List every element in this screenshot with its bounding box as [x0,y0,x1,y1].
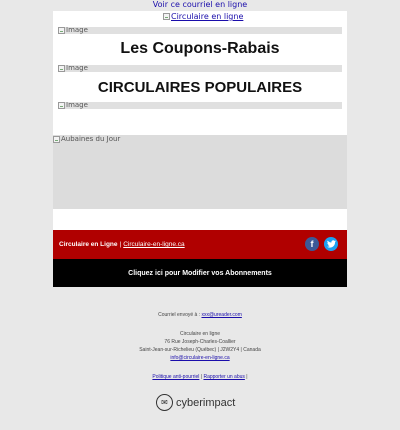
company-email-line [0,354,400,362]
company-name: Circulaire en ligne [179,331,221,337]
popular-heading: CIRCULAIRES POPULAIRES [97,79,303,96]
broken-image-icon [163,13,170,20]
twitter-icon[interactable] [324,237,338,251]
deals-alt-text: Aubaines du Jour [61,135,121,143]
logo-alt-text: Circulaire en ligne [171,12,244,21]
cyberimpact-mark-icon: ✉ [156,394,173,411]
image-alt-text: Image [66,101,88,109]
broken-image-icon [58,102,65,109]
anti-spam-policy-link[interactable]: Politique anti-pourriel [152,374,200,380]
broken-image-icon [58,27,65,34]
broken-image-icon [58,65,65,72]
company-city: Saint-Jean-sur-Richelieu (Québec) | J2W2Y4 | Canada [139,347,261,353]
image-placeholder [58,27,342,34]
facebook-icon[interactable]: f [305,237,319,251]
image-placeholder [58,102,342,109]
footer-brand-bar [53,230,347,259]
view-online-link[interactable]: Voir ce courriel en ligne [152,0,248,9]
deals-image[interactable] [53,135,347,209]
manage-subscriptions-button[interactable] [53,259,347,287]
report-abuse-link[interactable]: Rapporter un abus [203,374,245,380]
cyberimpact-logo[interactable] [156,394,235,411]
manage-subscriptions-label: Cliquez ici pour Modifier vos Abonnements [128,269,272,277]
logo-image [163,12,243,21]
image-alt-text: Image [66,26,88,34]
links-separator: | [200,374,203,380]
image-alt-text: Image [66,64,88,72]
links-trailing-separator: | [246,374,248,380]
sent-to-label: Courriel envoyé à : [158,312,201,318]
image-placeholder [58,65,342,72]
footer-separator: | [119,241,122,248]
sent-to-line [0,311,400,319]
footer-brand-name: Circulaire en Ligne [59,241,118,248]
footer-links [0,373,400,381]
coupons-heading: Les Coupons-Rabais [120,40,280,57]
cyberimpact-name: cyberimpact [176,396,236,409]
company-email-link[interactable]: info@circulaire-en-ligne.ca [170,355,230,361]
sent-to-email[interactable]: xxx@ureader.com [201,312,242,318]
email-card [53,11,347,287]
broken-image-icon [53,136,60,143]
footer-site-link[interactable]: Circulaire-en-ligne.ca [123,241,185,248]
company-street: 76 Rue Joseph-Charles-Coallier [164,339,236,345]
